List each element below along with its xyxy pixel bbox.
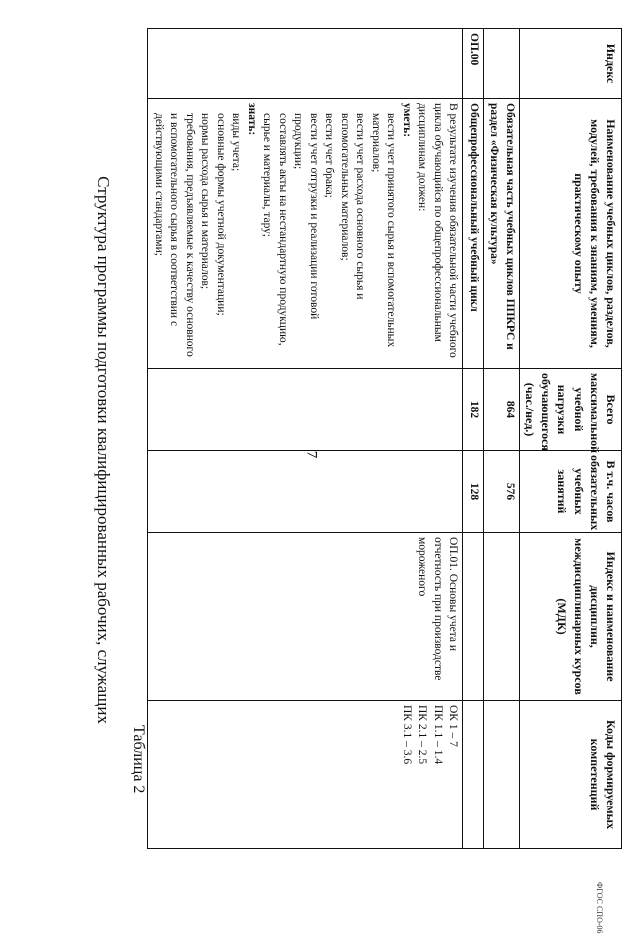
cell-name: Обязательная часть учебных циклов ППКРС и раздел «Физическая культура» [483, 99, 519, 369]
table-row-mandatory [483, 29, 519, 849]
cell-index: ОП.00 [463, 29, 484, 99]
structure-table [147, 28, 622, 849]
list-item: составлять акты на нестандартную продукцию, сырье и материалы, тару; [261, 113, 289, 346]
requirements-intro: В результате изучения обязательной части учебного цикла обучающийся по общепрофессиональным дисциплинам должен: [416, 103, 460, 358]
competence-code: ПК 2.1 – 2.5 [416, 705, 429, 765]
header-mdk: Индекс и наименование дисциплин, междисциплинарных курсов (МДК) [519, 533, 621, 701]
cell-name: Общепрофессиональный учебный цикл [463, 99, 484, 369]
list-item: виды учета; [230, 113, 243, 172]
cell-obligatory: 576 [483, 451, 519, 533]
cell-codes [148, 701, 463, 849]
competence-code: ПК 1.1 – 1.4 [431, 705, 444, 765]
list-item: вести учет расхода основного сырья и вспомогательных материалов; [338, 113, 367, 300]
header-total: Всего максимальной учебной нагрузки обучающегося (час./нед.) [519, 369, 621, 451]
page-number: 7 [303, 450, 320, 459]
list-item: вести учет принятого сырья и вспомогательных материалов; [369, 113, 398, 348]
cell-index [148, 29, 463, 99]
cell-codes [463, 701, 484, 849]
cell-total: 182 [463, 369, 484, 451]
header-codes: Коды формируемых компетенций [519, 701, 621, 849]
cell-mdk [483, 533, 519, 701]
footer-code: ФГОС СПО-06 [595, 882, 604, 934]
cell-mdk: ОП.01. Основы учета и отчетность при производстве мороженого [148, 533, 463, 701]
competence-code: ПК 3.1 – 3.6 [400, 705, 413, 765]
cell-obligatory [148, 451, 463, 533]
cell-total: 864 [483, 369, 519, 451]
header-obligatory: В т.ч. часов обязательных учебных занятий [519, 451, 621, 533]
znat-label: знать: [245, 103, 258, 136]
list-item: нормы расхода сырья и материалов; [199, 113, 212, 290]
cell-total [148, 369, 463, 451]
list-item: основные формы учетной документации; [214, 113, 227, 316]
cell-index [483, 29, 519, 99]
cell-requirements [148, 99, 463, 369]
table-row-op01 [148, 29, 463, 849]
cell-obligatory: 128 [463, 451, 484, 533]
table-row-op [463, 29, 484, 849]
cell-mdk [463, 533, 484, 701]
table-label: Таблица 2 [130, 725, 147, 794]
competence-code: ОК 1 – 7 [447, 705, 460, 747]
list-item: требования, предъявляемые к качеству основного и вспомогательного сырья в соответствии с действующими стандартами; [152, 113, 196, 357]
header-name: Наименование учебных циклов, разделов, модулей, требования к знаниям, умениям, практическому опыту [519, 99, 621, 369]
list-item: вести учет брака; [323, 113, 336, 198]
page-title: Структура программы подготовки квалифицированных рабочих, служащих [94, 176, 113, 724]
header-row [519, 29, 621, 849]
list-item: вести учет отгрузки и реализации готовой продукции; [292, 113, 320, 320]
cell-codes [483, 701, 519, 849]
umet-label: уметь: [400, 103, 413, 138]
header-index: Индекс [519, 29, 621, 99]
